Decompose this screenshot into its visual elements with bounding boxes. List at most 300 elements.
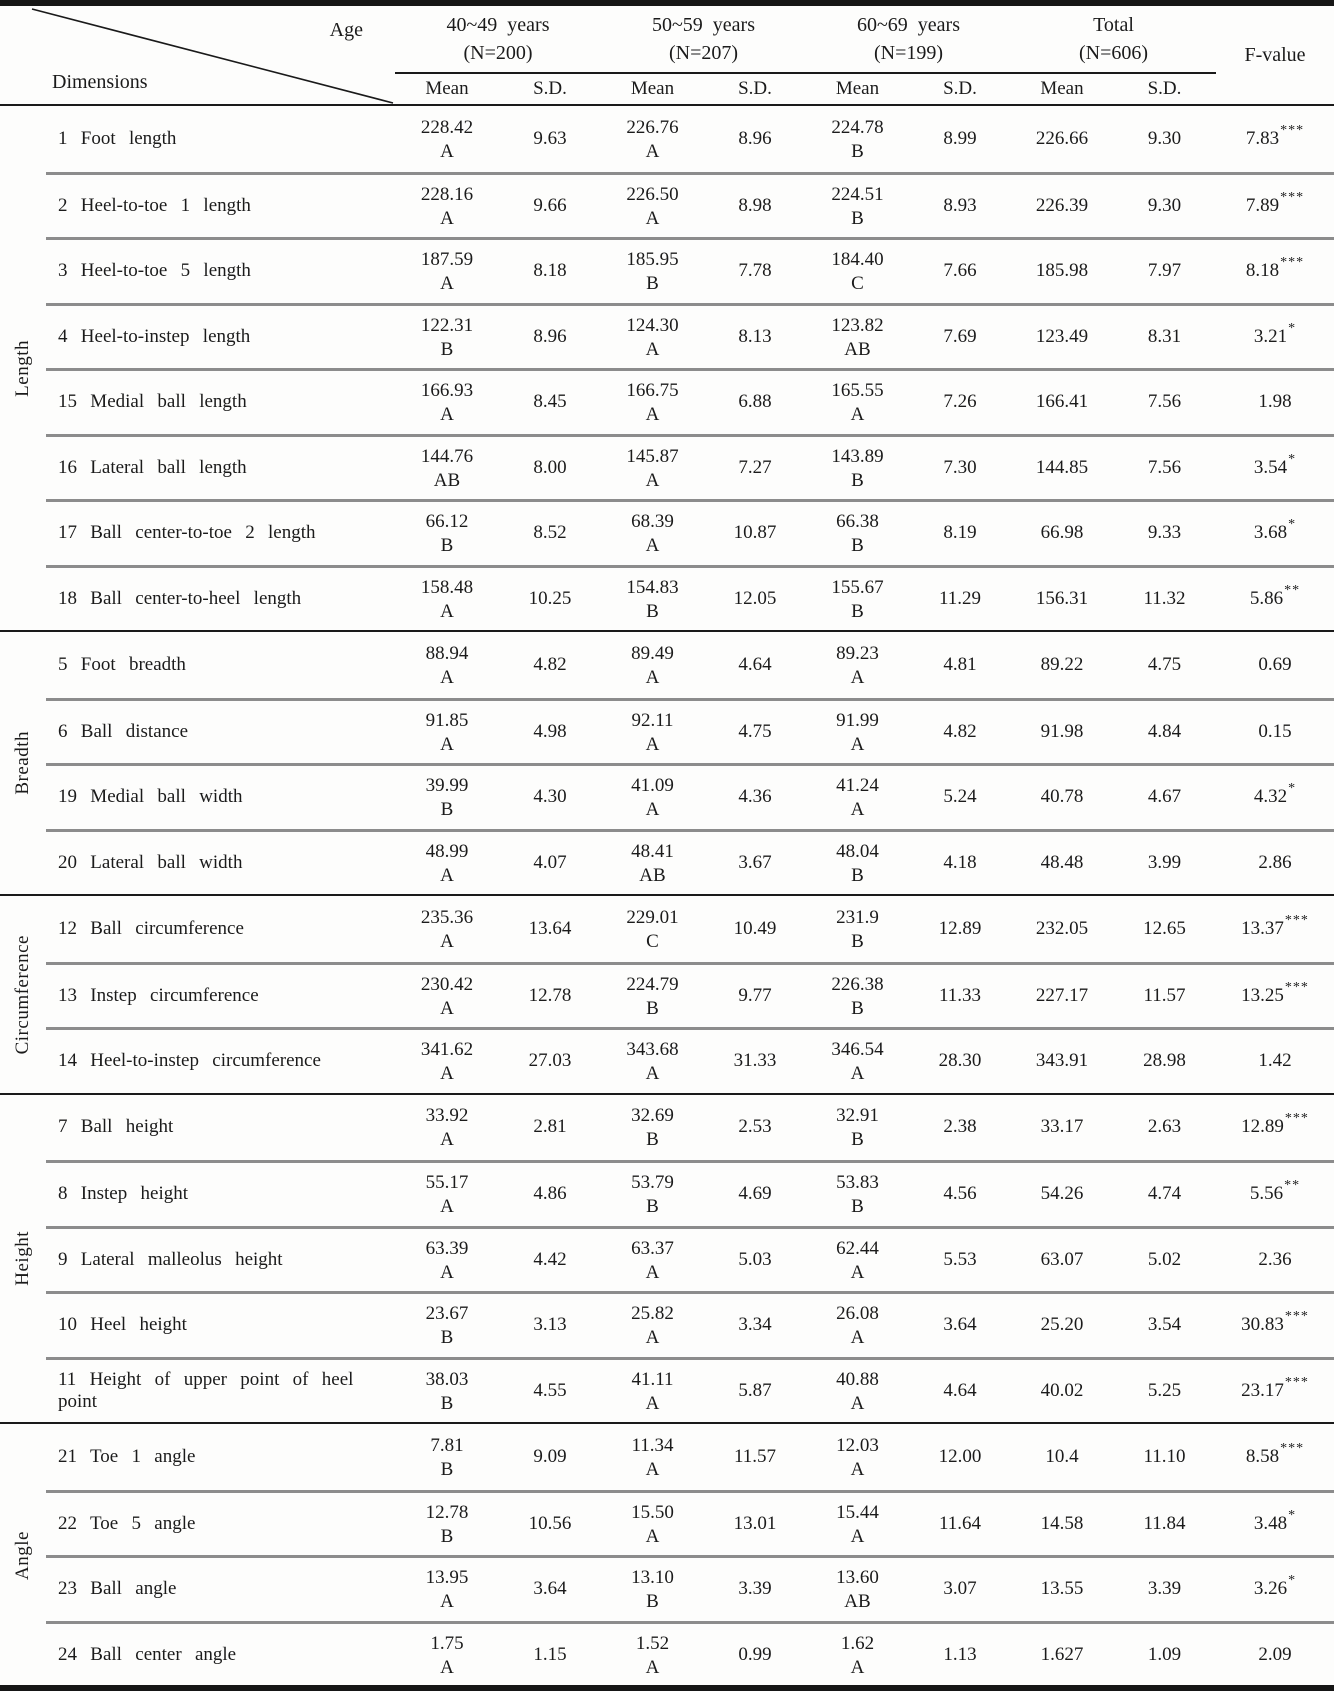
mean-cell-group-2 — [601, 306, 704, 369]
sd-cell-total: 1.09 — [1147, 1643, 1182, 1665]
mean-value: 1.52 — [635, 1632, 670, 1654]
mean-cell-group-1 — [395, 1624, 499, 1687]
mean-cell-group-1 — [395, 1095, 499, 1161]
mean-cell-group-3 — [806, 1030, 909, 1093]
table-row — [46, 172, 1334, 238]
mean-value: 144.76 — [420, 445, 474, 467]
mean-cell-group-2 — [601, 568, 704, 631]
mean-value: 89.23 — [836, 642, 879, 664]
row-group-column — [0, 632, 46, 894]
duncan-group-letter: A — [850, 1063, 865, 1085]
duncan-group-letter: A — [850, 1656, 865, 1678]
mean-value: 48.99 — [425, 840, 469, 862]
dimension-label: 15 Medial ball length — [58, 391, 247, 413]
mean-value: 224.51 — [831, 183, 884, 205]
dimension-label: 13 Instep circumference — [58, 984, 259, 1006]
fvalue: 5.86 — [1249, 587, 1284, 609]
fvalue-cell — [1216, 437, 1334, 500]
section-angle — [0, 1422, 1334, 1686]
fvalue-cell — [1216, 1360, 1334, 1423]
mean-cell-total: 63.07 — [1040, 1248, 1084, 1270]
mean-cell-group-1 — [395, 766, 499, 829]
mean-value: 63.37 — [631, 1237, 674, 1259]
mean-value: 39.99 — [425, 775, 469, 797]
mean-cell-group-2 — [601, 175, 704, 238]
fvalue: 3.68 — [1253, 522, 1288, 544]
mean-cell-group-3 — [806, 240, 909, 303]
sd-cell-group-3: 2.38 — [943, 1116, 977, 1138]
row-group-column — [0, 106, 46, 630]
mean-cell-group-1 — [395, 1493, 499, 1556]
duncan-group-letter: B — [851, 997, 864, 1019]
sd-cell-group-1: 8.45 — [533, 391, 567, 413]
fvalue-cell — [1216, 1558, 1334, 1621]
table-row — [46, 1621, 1334, 1687]
mean-cell-total: 14.58 — [1040, 1512, 1084, 1534]
sd-cell-total: 4.74 — [1147, 1183, 1182, 1205]
sd-cell-total: 4.67 — [1147, 786, 1182, 808]
sd-cell-total: 2.63 — [1147, 1116, 1182, 1138]
sd-cell-group-1: 1.15 — [533, 1643, 567, 1665]
mean-cell-total: 25.20 — [1040, 1314, 1084, 1336]
duncan-group-letter: A — [645, 404, 660, 426]
sd-cell-group-1: 12.78 — [528, 984, 572, 1006]
sd-cell-group-1: 4.82 — [533, 653, 567, 675]
mean-cell-group-3 — [806, 896, 909, 962]
dimension-label: 20 Lateral ball width — [58, 851, 243, 873]
duncan-group-letter: B — [851, 535, 864, 557]
mean-value: 91.99 — [836, 709, 879, 731]
row-group-label: Breadth — [12, 731, 33, 795]
duncan-group-letter: A — [645, 140, 660, 162]
sd-cell-total: 7.56 — [1147, 456, 1182, 478]
dimension-label: 21 Toe 1 angle — [58, 1445, 196, 1467]
mean-cell-total: 343.91 — [1035, 1050, 1089, 1072]
fvalue: 23.17 — [1241, 1379, 1284, 1401]
mean-value: 15.44 — [836, 1501, 879, 1523]
duncan-group-letter: A — [440, 207, 454, 229]
mean-cell-total: 13.55 — [1040, 1578, 1084, 1600]
mean-value: 185.95 — [626, 249, 679, 271]
header-dimensions-label: Dimensions — [52, 71, 148, 93]
mean-cell-total: 89.22 — [1040, 653, 1084, 675]
table-row — [46, 565, 1334, 631]
duncan-group-letter: A — [850, 1392, 865, 1414]
row-group-column — [0, 1095, 46, 1423]
table-row — [46, 1027, 1334, 1093]
duncan-group-letter: C — [646, 930, 659, 952]
mean-cell-group-1 — [395, 106, 499, 172]
duncan-group-letter: A — [645, 1656, 660, 1678]
sd-header-2: S.D. — [738, 78, 772, 99]
sd-cell-group-3: 5.53 — [943, 1248, 977, 1270]
duncan-group-letter: A — [850, 404, 865, 426]
mean-value: 226.50 — [626, 183, 679, 205]
duncan-group-letter: A — [440, 666, 454, 688]
sd-cell-total: 12.65 — [1143, 917, 1186, 939]
mean-value: 41.24 — [836, 775, 879, 797]
dimension-label: 23 Ball angle — [58, 1578, 177, 1600]
age-group-n: (N=200) — [463, 42, 533, 64]
sd-cell-group-2: 4.69 — [738, 1183, 772, 1205]
fvalue-cell — [1216, 1163, 1334, 1226]
mean-value: 231.9 — [836, 906, 879, 928]
mean-cell-group-2 — [601, 1030, 704, 1093]
mean-cell-total: 54.26 — [1040, 1183, 1084, 1205]
fvalue-cell — [1216, 896, 1334, 962]
duncan-group-letter: A — [850, 1458, 865, 1480]
age-group-name: 50~59 years — [651, 14, 756, 36]
duncan-group-letter: A — [645, 1261, 660, 1283]
significance-stars: * — [1288, 451, 1297, 467]
fvalue: 1.42 — [1258, 1050, 1292, 1072]
duncan-group-letter: A — [645, 1458, 660, 1480]
table-row — [46, 1095, 1334, 1161]
sd-cell-group-2: 12.05 — [733, 587, 777, 609]
fvalue-cell — [1216, 1424, 1334, 1490]
mean-header-3: Mean — [835, 78, 880, 99]
mean-value: 12.78 — [425, 1501, 469, 1523]
mean-cell-group-2 — [601, 1624, 704, 1687]
duncan-group-letter: A — [850, 799, 865, 821]
dimension-label: 11 Height of upper point of heel point — [58, 1368, 354, 1412]
sd-cell-group-3: 4.81 — [943, 653, 977, 675]
sd-cell-group-1: 27.03 — [528, 1050, 572, 1072]
table-row — [46, 763, 1334, 829]
sd-cell-group-2: 0.99 — [738, 1643, 772, 1665]
section-rows — [46, 1095, 1334, 1423]
significance-stars: * — [1288, 781, 1297, 797]
sd-cell-group-3: 7.30 — [943, 456, 977, 478]
sd-cell-group-3: 5.24 — [943, 786, 977, 808]
duncan-group-letter: B — [646, 1196, 659, 1218]
fvalue-cell — [1216, 766, 1334, 829]
mean-value: 226.38 — [831, 973, 884, 995]
sd-cell-group-2: 7.78 — [738, 260, 772, 282]
fvalue: 1.98 — [1258, 391, 1292, 413]
mean-value: 11.34 — [631, 1434, 674, 1456]
age-group-n: (N=199) — [873, 42, 944, 64]
fvalue-cell — [1216, 371, 1334, 434]
mean-value: 63.39 — [425, 1237, 469, 1259]
sd-cell-group-3: 3.64 — [943, 1314, 977, 1336]
mean-value: 346.54 — [831, 1039, 884, 1061]
mean-header-1: Mean — [425, 78, 469, 99]
sd-cell-total: 3.54 — [1147, 1314, 1182, 1336]
sd-cell-total: 11.10 — [1143, 1445, 1186, 1467]
fvalue: 2.36 — [1258, 1248, 1292, 1270]
mean-cell-group-2 — [601, 832, 704, 895]
mean-value: 38.03 — [425, 1368, 469, 1390]
mean-cell-group-3 — [806, 965, 909, 1028]
table-row — [46, 698, 1334, 764]
mean-cell-group-2 — [601, 1095, 704, 1161]
mean-value: 158.48 — [420, 576, 474, 598]
sd-cell-group-2: 6.88 — [738, 391, 772, 413]
mean-cell-group-1 — [395, 701, 499, 764]
sd-cell-group-2: 5.87 — [738, 1379, 772, 1401]
mean-value: 122.31 — [420, 314, 474, 336]
table-row — [46, 1490, 1334, 1556]
mean-cell-group-3 — [806, 502, 909, 565]
fvalue: 13.37 — [1241, 917, 1284, 939]
dimension-label: 18 Ball center-to-heel length — [58, 587, 302, 609]
mean-cell-total: 10.4 — [1045, 1445, 1079, 1467]
sd-cell-group-1: 4.42 — [533, 1248, 567, 1270]
mean-value: 40.88 — [836, 1368, 879, 1390]
duncan-group-letter: A — [645, 338, 660, 360]
duncan-group-letter: A — [645, 799, 660, 821]
mean-cell-group-1 — [395, 1424, 499, 1490]
mean-value: 341.62 — [420, 1039, 474, 1061]
duncan-group-letter: A — [440, 1129, 454, 1151]
sd-cell-total: 3.99 — [1147, 851, 1182, 873]
mean-cell-group-1 — [395, 437, 499, 500]
mean-value: 89.49 — [631, 642, 674, 664]
mean-cell-total: 40.02 — [1040, 1379, 1084, 1401]
mean-value: 88.94 — [425, 642, 469, 664]
mean-value: 145.87 — [626, 445, 679, 467]
mean-value: 53.79 — [631, 1172, 674, 1194]
mean-cell-group-2 — [601, 1229, 704, 1292]
significance-stars: *** — [1280, 255, 1305, 271]
mean-cell-group-2 — [601, 1493, 704, 1556]
sd-cell-total: 28.98 — [1143, 1050, 1186, 1072]
mean-cell-group-2 — [601, 437, 704, 500]
dimension-label: 24 Ball center angle — [58, 1643, 237, 1665]
sd-cell-group-2: 8.98 — [738, 194, 772, 216]
mean-cell-total: 91.98 — [1040, 720, 1084, 742]
duncan-group-letter: A — [850, 666, 865, 688]
mean-cell-group-2 — [601, 1294, 704, 1357]
sd-cell-group-3: 7.69 — [943, 325, 977, 347]
duncan-group-letter: B — [440, 1458, 454, 1480]
mean-value: 123.82 — [831, 314, 884, 336]
row-group-column — [0, 1424, 46, 1686]
duncan-group-letter: A — [440, 600, 454, 622]
mean-value: 13.60 — [836, 1567, 879, 1589]
mean-cell-group-2 — [601, 502, 704, 565]
header-diagonal-cell — [0, 6, 395, 104]
section-length — [0, 106, 1334, 630]
duncan-group-letter: AB — [844, 338, 871, 360]
fvalue-cell — [1216, 701, 1334, 764]
fvalue-cell — [1216, 832, 1334, 895]
sd-cell-total: 9.30 — [1147, 194, 1182, 216]
significance-stars: ** — [1284, 582, 1301, 598]
mean-value: 13.95 — [425, 1567, 469, 1589]
age-group-name: Total — [1093, 14, 1134, 36]
fvalue-cell — [1216, 306, 1334, 369]
fvalue-cell — [1216, 240, 1334, 303]
age-group-n: (N=207) — [668, 42, 739, 64]
significance-stars: * — [1288, 320, 1297, 336]
significance-stars: *** — [1280, 1440, 1305, 1456]
sd-cell-group-1: 4.55 — [533, 1379, 567, 1401]
sd-cell-group-1: 10.56 — [528, 1512, 572, 1534]
table-header — [0, 6, 1334, 106]
mean-cell-total: 156.31 — [1035, 587, 1089, 609]
mean-cell-group-3 — [806, 371, 909, 434]
mean-cell-total: 66.98 — [1040, 522, 1084, 544]
dimension-label: 4 Heel-to-instep length — [58, 325, 251, 347]
table-row — [46, 106, 1334, 172]
mean-cell-group-1 — [395, 1229, 499, 1292]
mean-value: 66.38 — [836, 511, 879, 533]
mean-value: 155.67 — [831, 576, 884, 598]
significance-stars: ** — [1284, 1178, 1301, 1194]
fvalue: 4.32 — [1253, 786, 1288, 808]
significance-stars: * — [1288, 1573, 1297, 1589]
dimension-label: 2 Heel-to-toe 1 length — [58, 194, 251, 216]
mean-value: 7.81 — [430, 1434, 464, 1456]
mean-cell-group-3 — [806, 1493, 909, 1556]
sd-cell-group-1: 8.96 — [533, 325, 567, 347]
duncan-group-letter: B — [440, 799, 454, 821]
mean-cell-total: 33.17 — [1040, 1116, 1084, 1138]
mean-value: 228.42 — [420, 116, 474, 138]
age-group-header-2 — [601, 6, 806, 72]
sd-cell-group-3: 8.93 — [943, 194, 977, 216]
dimension-label: 1 Foot length — [58, 127, 177, 149]
sd-cell-group-2: 13.01 — [733, 1512, 777, 1534]
mean-cell-group-1 — [395, 832, 499, 895]
mean-cell-total: 166.41 — [1035, 391, 1089, 413]
significance-stars: * — [1288, 517, 1297, 533]
table-row — [46, 896, 1334, 962]
sd-cell-group-3: 11.64 — [938, 1512, 982, 1534]
mean-value: 15.50 — [631, 1501, 674, 1523]
mean-cell-group-1 — [395, 306, 499, 369]
duncan-group-letter: A — [440, 864, 454, 886]
fvalue: 3.54 — [1253, 456, 1288, 478]
fvalue-cell — [1216, 1624, 1334, 1687]
significance-stars: * — [1288, 1507, 1297, 1523]
mean-cell-group-3 — [806, 437, 909, 500]
mean-value: 55.17 — [425, 1172, 469, 1194]
section-rows — [46, 1424, 1334, 1686]
mean-cell-group-3 — [806, 632, 909, 698]
sd-cell-total: 11.84 — [1143, 1512, 1186, 1534]
sd-cell-group-1: 9.66 — [533, 194, 567, 216]
mean-value: 66.12 — [425, 511, 469, 533]
duncan-group-letter: B — [440, 535, 454, 557]
sd-cell-group-1: 13.64 — [528, 917, 572, 939]
mean-cell-total: 40.78 — [1040, 786, 1084, 808]
sd-header-1: S.D. — [533, 78, 567, 99]
fvalue: 3.21 — [1253, 325, 1288, 347]
fvalue-cell — [1216, 106, 1334, 172]
mean-value: 165.55 — [831, 380, 884, 402]
sd-cell-group-2: 31.33 — [733, 1050, 777, 1072]
mean-value: 230.42 — [420, 973, 474, 995]
mean-cell-group-1 — [395, 1294, 499, 1357]
mean-cell-group-3 — [806, 568, 909, 631]
table-row — [46, 1226, 1334, 1292]
sd-cell-group-2: 4.36 — [738, 786, 772, 808]
mean-value: 124.30 — [626, 314, 679, 336]
mean-value: 224.78 — [831, 116, 884, 138]
table-row — [46, 434, 1334, 500]
mean-header-4: Mean — [1040, 78, 1084, 99]
mean-value: 41.09 — [631, 775, 674, 797]
mean-header-2: Mean — [630, 78, 675, 99]
section-height — [0, 1093, 1334, 1423]
dimension-label: 19 Medial ball width — [58, 786, 243, 808]
duncan-group-letter: A — [440, 273, 454, 295]
mean-cell-total: 226.66 — [1035, 127, 1089, 149]
sd-cell-group-2: 4.64 — [738, 653, 772, 675]
mean-value: 25.82 — [631, 1303, 674, 1325]
mean-cell-group-2 — [601, 1424, 704, 1490]
duncan-group-letter: B — [646, 1591, 659, 1613]
mean-cell-group-2 — [601, 701, 704, 764]
table-row — [46, 1357, 1334, 1423]
mean-value: 187.59 — [420, 249, 474, 271]
duncan-group-letter: B — [646, 1129, 659, 1151]
sd-cell-group-1: 4.98 — [533, 720, 567, 742]
mean-cell-total: 226.39 — [1035, 194, 1089, 216]
dimension-label: 6 Ball distance — [58, 720, 189, 742]
duncan-group-letter: B — [851, 600, 864, 622]
sd-cell-group-3: 12.00 — [938, 1445, 982, 1467]
significance-stars: *** — [1284, 912, 1309, 928]
duncan-group-letter: B — [851, 469, 864, 491]
table-row — [46, 1291, 1334, 1357]
mean-cell-group-2 — [601, 371, 704, 434]
fvalue-cell — [1216, 1294, 1334, 1357]
table-row — [46, 1555, 1334, 1621]
mean-value: 32.91 — [836, 1105, 879, 1127]
mean-cell-group-3 — [806, 106, 909, 172]
sd-cell-group-2: 3.39 — [738, 1578, 772, 1600]
table-row — [46, 303, 1334, 369]
row-group-column — [0, 896, 46, 1093]
mean-cell-group-2 — [601, 965, 704, 1028]
table-body — [0, 106, 1334, 1686]
mean-value: 235.36 — [420, 906, 474, 928]
sd-cell-group-3: 1.13 — [943, 1643, 977, 1665]
duncan-group-letter: A — [850, 1261, 865, 1283]
mean-cell-group-1 — [395, 568, 499, 631]
fvalue: 2.86 — [1258, 851, 1292, 873]
duncan-group-letter: A — [440, 1656, 454, 1678]
sd-header-4: S.D. — [1147, 78, 1182, 99]
mean-value: 226.76 — [626, 116, 679, 138]
mean-sd-header-row — [395, 74, 1216, 104]
fvalue-cell — [1216, 502, 1334, 565]
sd-cell-group-2: 8.96 — [738, 127, 772, 149]
table-row — [46, 237, 1334, 303]
duncan-group-letter: A — [440, 1196, 454, 1218]
sd-cell-group-2: 7.27 — [738, 456, 772, 478]
fvalue: 2.09 — [1258, 1643, 1292, 1665]
mean-cell-group-3 — [806, 1424, 909, 1490]
fvalue: 8.18 — [1245, 260, 1280, 282]
table-row — [46, 1160, 1334, 1226]
mean-value: 154.83 — [626, 576, 679, 598]
sd-cell-group-1: 2.81 — [533, 1116, 567, 1138]
sd-cell-total: 5.25 — [1147, 1379, 1182, 1401]
row-group-label: Angle — [12, 1530, 33, 1580]
mean-cell-group-1 — [395, 632, 499, 698]
duncan-group-letter: B — [851, 1196, 864, 1218]
duncan-group-letter: B — [851, 1129, 864, 1151]
age-group-header-3 — [806, 6, 1011, 72]
table-row — [46, 632, 1334, 698]
dimension-label: 8 Instep height — [58, 1183, 189, 1205]
mean-cell-group-3 — [806, 1163, 909, 1226]
